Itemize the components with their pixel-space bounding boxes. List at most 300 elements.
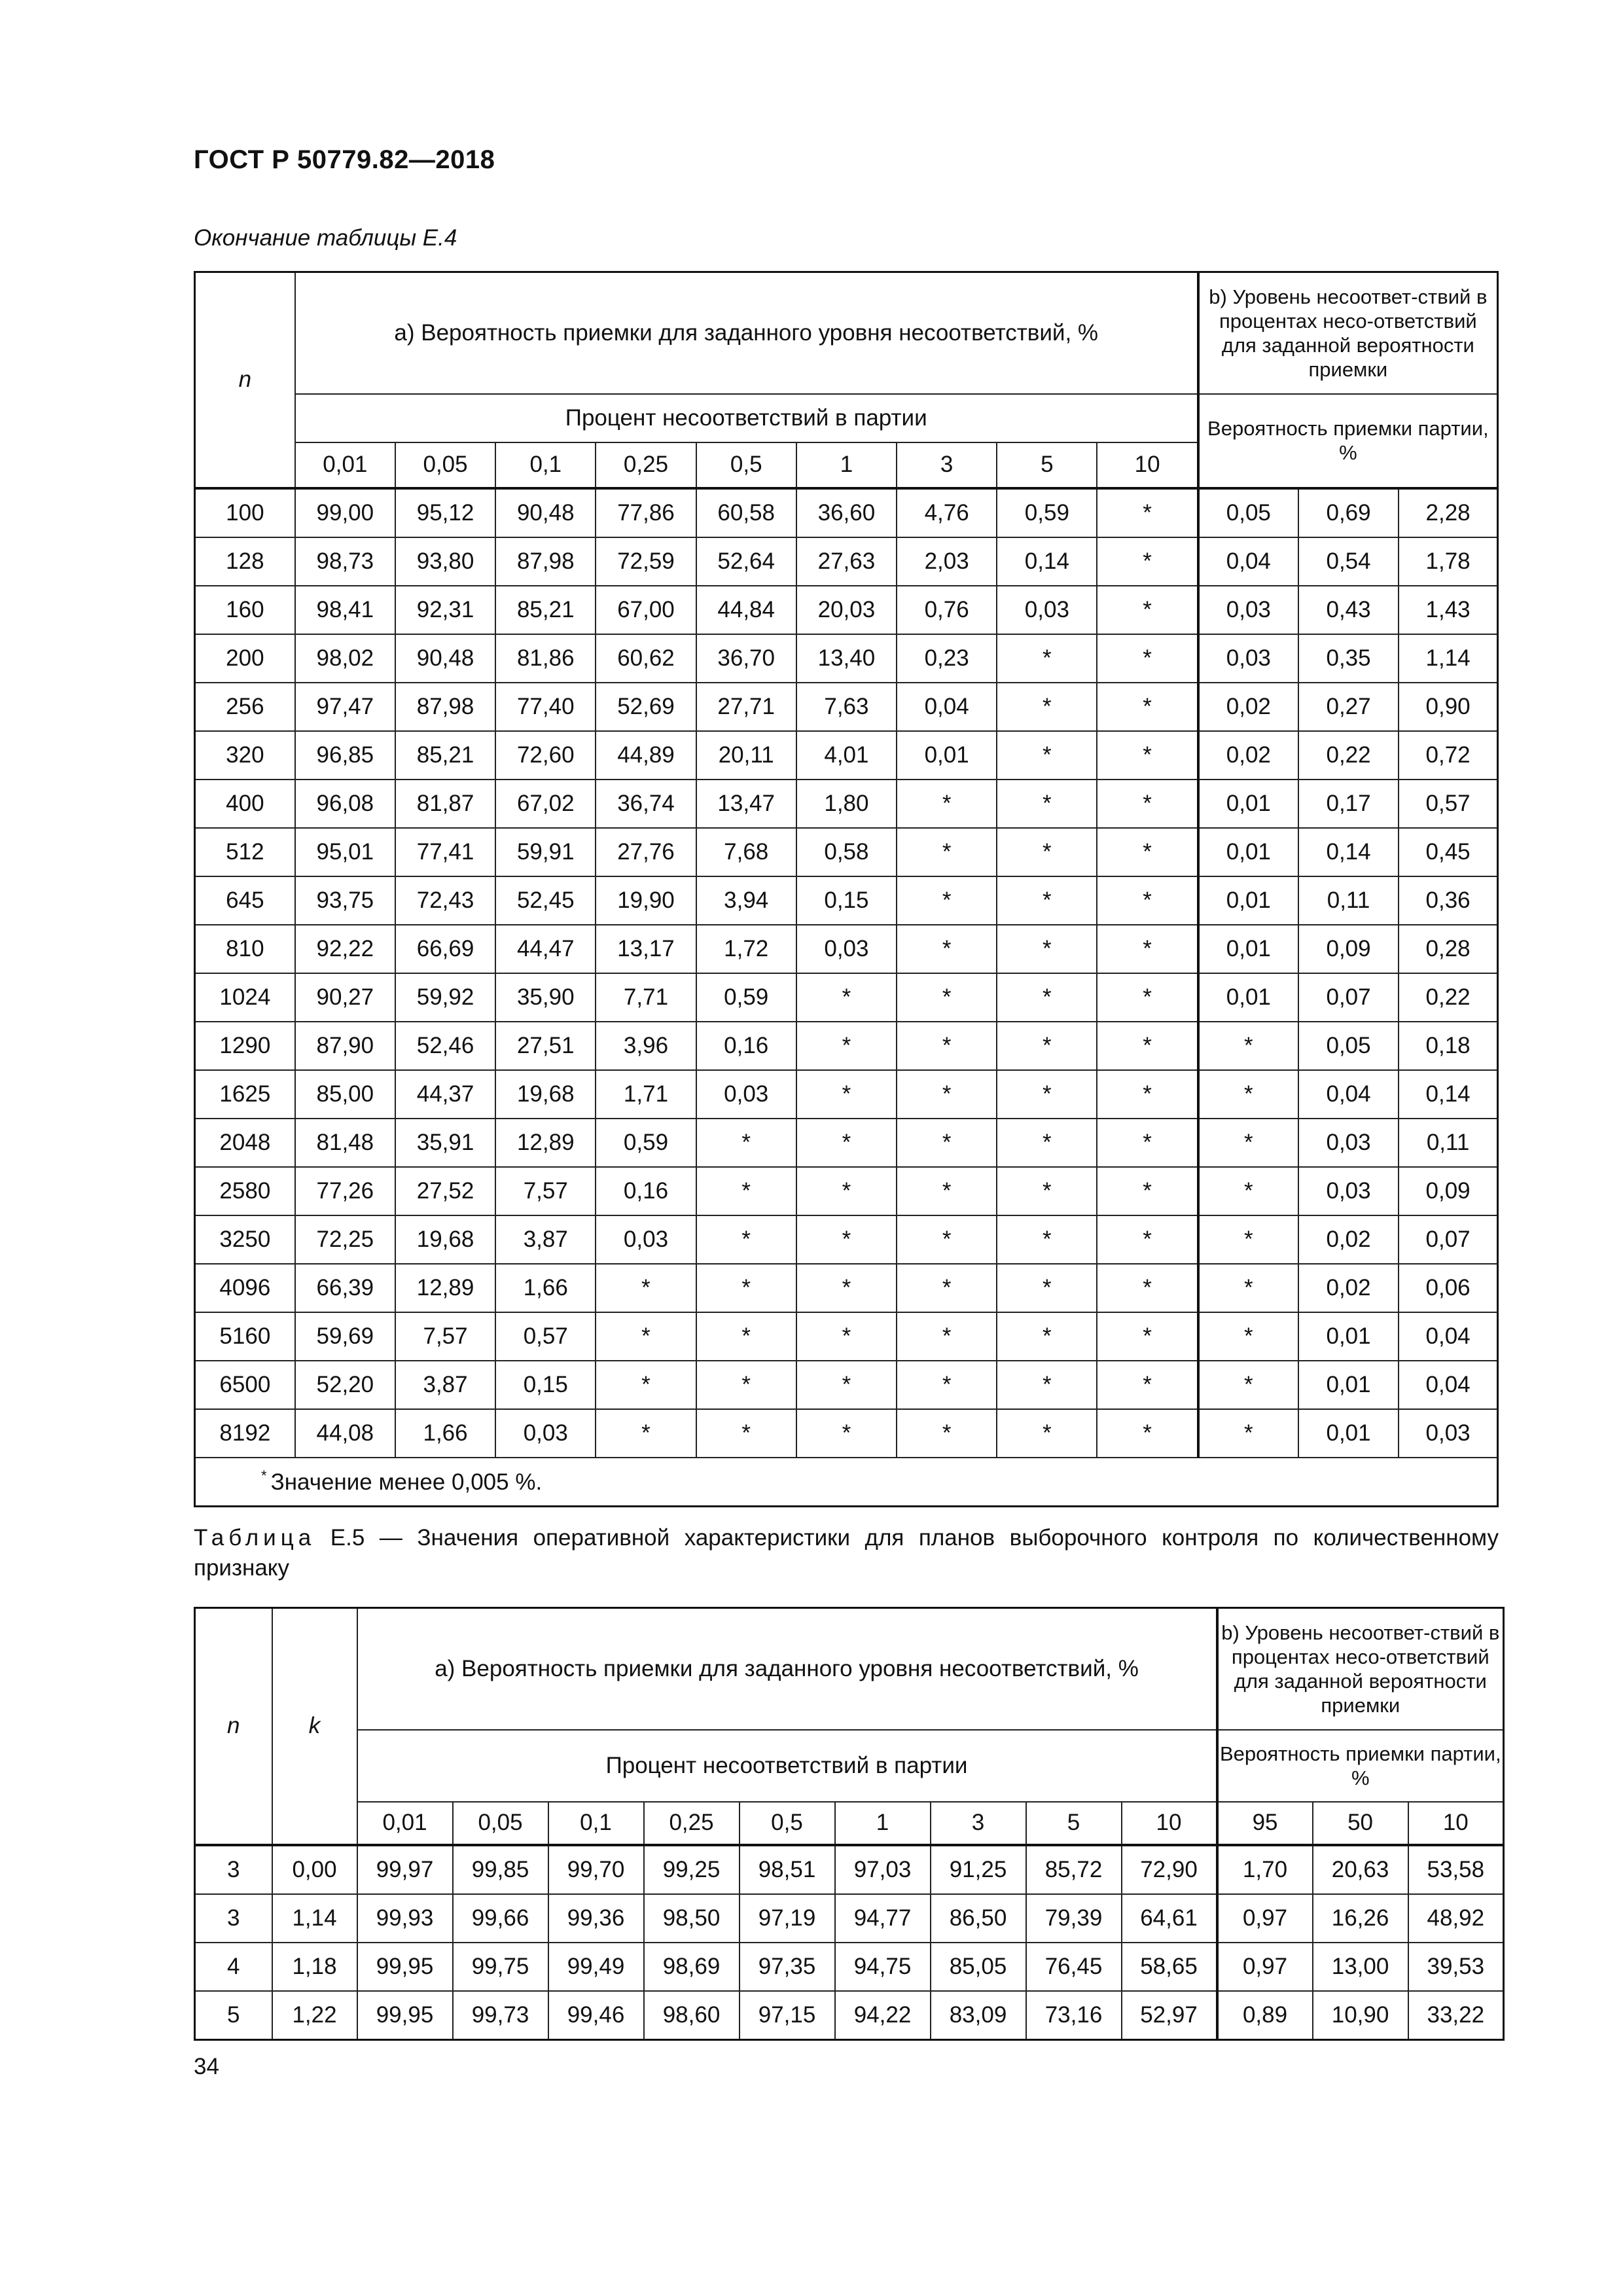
- table-cell: 90,48: [495, 488, 596, 537]
- table-cell: *: [1198, 1264, 1298, 1312]
- table-cell: 66,69: [395, 925, 495, 973]
- table-cell: 0,57: [1399, 780, 1497, 828]
- level-header: 3: [931, 1802, 1026, 1845]
- row-n-cell: 2048: [195, 1119, 295, 1167]
- table-cell: 7,63: [796, 683, 897, 731]
- table-cell: 77,26: [295, 1167, 395, 1215]
- table-cell: 44,47: [495, 925, 596, 973]
- table-cell: 0,04: [1399, 1312, 1497, 1361]
- table-cell: 98,69: [644, 1943, 740, 1991]
- table-cell: 2,28: [1399, 488, 1497, 537]
- row-n-cell: 3: [195, 1894, 272, 1943]
- table-row: [195, 780, 1498, 828]
- table-cell: *: [997, 1119, 1097, 1167]
- table-cell: 1,71: [596, 1070, 696, 1119]
- table-cell: 99,75: [453, 1943, 548, 1991]
- table-row: [195, 1845, 1504, 1894]
- table-cell: 98,41: [295, 586, 395, 634]
- table-cell: *: [997, 1409, 1097, 1458]
- table-cell: 7,57: [395, 1312, 495, 1361]
- table-cell: 64,61: [1122, 1894, 1217, 1943]
- table-row: [195, 1894, 1504, 1943]
- table-cell: *: [796, 1022, 897, 1070]
- table-cell: 0,14: [1298, 828, 1399, 876]
- table-cell: 16,26: [1313, 1894, 1408, 1943]
- row-n-cell: 8192: [195, 1409, 295, 1458]
- table-cell: *: [796, 1264, 897, 1312]
- level-header: 3: [897, 442, 997, 488]
- table-cell: *: [997, 1215, 1097, 1264]
- table-cell: 96,08: [295, 780, 395, 828]
- table-cell: 94,77: [835, 1894, 931, 1943]
- table-cell: 99,49: [548, 1943, 644, 1991]
- table-cell: 44,89: [596, 731, 696, 780]
- table-cell: 20,03: [796, 586, 897, 634]
- table-cell: 35,91: [395, 1119, 495, 1167]
- probability-level-header: 95: [1217, 1802, 1313, 1845]
- table-cell: 0,04: [897, 683, 997, 731]
- subheader-percent-in-lot: Процент несоответствий в партии: [295, 394, 1198, 442]
- table-cell: 52,45: [495, 876, 596, 925]
- table-cell: 0,09: [1399, 1167, 1497, 1215]
- table-cell: *: [796, 1119, 897, 1167]
- table-cell: 99,00: [295, 488, 395, 537]
- table-cell: 52,97: [1122, 1991, 1217, 2040]
- table-cell: 1,14: [1399, 634, 1497, 683]
- table-row: [195, 1022, 1498, 1070]
- table-cell: 0,76: [897, 586, 997, 634]
- table-cell: 20,11: [696, 731, 796, 780]
- table-cell: 48,92: [1408, 1894, 1504, 1943]
- table-cell: 3,94: [696, 876, 796, 925]
- table-cell: 0,22: [1298, 731, 1399, 780]
- table-cell: *: [1097, 973, 1198, 1022]
- group-header-acceptance-probability: а) Вероятность приемки для заданного уровня несоответствий, %: [357, 1608, 1217, 1730]
- table-cell: 0,03: [696, 1070, 796, 1119]
- table-cell: 87,90: [295, 1022, 395, 1070]
- table-cell: 0,14: [1399, 1070, 1497, 1119]
- group-header-nonconformity-level: b) Уровень несоответ-ствий в процентах несо-ответствий для заданной вероятности приемки: [1217, 1608, 1504, 1730]
- table-e5-caption-label: Таблица: [194, 1525, 316, 1551]
- table-cell: 1,78: [1399, 537, 1497, 586]
- table-cell: 0,01: [1198, 925, 1298, 973]
- table-cell: 0,14: [997, 537, 1097, 586]
- row-n-cell: 160: [195, 586, 295, 634]
- table-cell: 0,57: [495, 1312, 596, 1361]
- table-cell: 0,03: [796, 925, 897, 973]
- table-cell: 0,11: [1399, 1119, 1497, 1167]
- table-cell: 87,98: [395, 683, 495, 731]
- row-n-cell: 200: [195, 634, 295, 683]
- level-header: 0,01: [295, 442, 395, 488]
- table-cell: 85,21: [395, 731, 495, 780]
- table-cell: 0,59: [696, 973, 796, 1022]
- table-cell: *: [997, 1361, 1097, 1409]
- column-header-k: k: [272, 1608, 357, 1845]
- table-cell: 99,97: [357, 1845, 453, 1894]
- table-cell: 97,47: [295, 683, 395, 731]
- table-cell: 0,69: [1298, 488, 1399, 537]
- row-k-cell: 1,22: [272, 1991, 357, 2040]
- table-cell: 72,43: [395, 876, 495, 925]
- table-row: [195, 488, 1498, 537]
- table-cell: *: [997, 973, 1097, 1022]
- footnote-text: Значение менее 0,005 %.: [270, 1469, 543, 1495]
- table-cell: 0,03: [1298, 1167, 1399, 1215]
- table-row: [195, 828, 1498, 876]
- table-e5: [194, 1607, 1505, 2041]
- table-cell: *: [1198, 1022, 1298, 1070]
- table-cell: *: [997, 731, 1097, 780]
- table-cell: 97,35: [740, 1943, 835, 1991]
- table-cell: 58,65: [1122, 1943, 1217, 1991]
- table-cell: *: [897, 1070, 997, 1119]
- table-cell: 99,46: [548, 1991, 644, 2040]
- table-cell: *: [997, 1167, 1097, 1215]
- table-cell: *: [897, 780, 997, 828]
- row-n-cell: 256: [195, 683, 295, 731]
- table-cell: 96,85: [295, 731, 395, 780]
- table-cell: *: [1097, 1022, 1198, 1070]
- table-cell: 0,04: [1198, 537, 1298, 586]
- table-cell: *: [897, 1361, 997, 1409]
- group-header-acceptance-probability: а) Вероятность приемки для заданного уровня несоответствий, %: [295, 272, 1198, 394]
- table-cell: 90,48: [395, 634, 495, 683]
- table-cell: *: [897, 1409, 997, 1458]
- table-cell: *: [1198, 1215, 1298, 1264]
- table-cell: 0,59: [596, 1119, 696, 1167]
- table-cell: *: [1097, 1264, 1198, 1312]
- footnote-mark: *: [261, 1467, 267, 1484]
- table-cell: 0,04: [1298, 1070, 1399, 1119]
- table-cell: 85,05: [931, 1943, 1026, 1991]
- table-cell: *: [696, 1312, 796, 1361]
- table-cell: *: [1198, 1361, 1298, 1409]
- table-cell: 67,00: [596, 586, 696, 634]
- table-cell: 90,27: [295, 973, 395, 1022]
- table-cell: *: [1198, 1312, 1298, 1361]
- table-cell: 99,85: [453, 1845, 548, 1894]
- table-cell: 0,58: [796, 828, 897, 876]
- table-cell: *: [897, 1215, 997, 1264]
- table-cell: 72,90: [1122, 1845, 1217, 1894]
- table-cell: 0,27: [1298, 683, 1399, 731]
- table-cell: 77,41: [395, 828, 495, 876]
- table-cell: *: [997, 683, 1097, 731]
- row-n-cell: 400: [195, 780, 295, 828]
- table-cell: *: [997, 780, 1097, 828]
- table-cell: 99,93: [357, 1894, 453, 1943]
- table-cell: 52,20: [295, 1361, 395, 1409]
- table-cell: 0,89: [1217, 1991, 1313, 2040]
- table-cell: 85,21: [495, 586, 596, 634]
- row-k-cell: 0,00: [272, 1845, 357, 1894]
- table-cell: 86,50: [931, 1894, 1026, 1943]
- table-cell: 10,90: [1313, 1991, 1408, 2040]
- table-cell: 0,03: [596, 1215, 696, 1264]
- table-cell: 97,03: [835, 1845, 931, 1894]
- table-cell: 95,01: [295, 828, 395, 876]
- table-row: [195, 1312, 1498, 1361]
- table-cell: *: [1097, 925, 1198, 973]
- table-cell: 3,87: [495, 1215, 596, 1264]
- table-cell: *: [796, 1070, 897, 1119]
- table-cell: 59,92: [395, 973, 495, 1022]
- table-cell: 0,01: [1198, 876, 1298, 925]
- table-cell: *: [1097, 780, 1198, 828]
- table-cell: 13,40: [796, 634, 897, 683]
- subheader-lot-acceptance-probability: Вероятность приемки партии, %: [1198, 394, 1498, 488]
- table-cell: 33,22: [1408, 1991, 1504, 2040]
- table-cell: *: [1198, 1070, 1298, 1119]
- table-cell: *: [1097, 1167, 1198, 1215]
- table-cell: *: [897, 1119, 997, 1167]
- table-cell: 0,03: [495, 1409, 596, 1458]
- table-cell: 0,01: [1198, 828, 1298, 876]
- table-cell: 20,63: [1313, 1845, 1408, 1894]
- table-cell: 0,01: [1298, 1361, 1399, 1409]
- level-header: 10: [1097, 442, 1198, 488]
- table-cell: 67,02: [495, 780, 596, 828]
- table-cell: *: [997, 1070, 1097, 1119]
- table-cell: 19,68: [495, 1070, 596, 1119]
- table-cell: 13,00: [1313, 1943, 1408, 1991]
- table-cell: 0,15: [495, 1361, 596, 1409]
- table-cell: 98,51: [740, 1845, 835, 1894]
- table-cell: 0,36: [1399, 876, 1497, 925]
- table-cell: 4,76: [897, 488, 997, 537]
- row-n-cell: 128: [195, 537, 295, 586]
- table-cell: 0,16: [596, 1167, 696, 1215]
- table-cell: *: [897, 925, 997, 973]
- table-cell: 0,11: [1298, 876, 1399, 925]
- table-cell: 0,72: [1399, 731, 1497, 780]
- table-cell: *: [696, 1119, 796, 1167]
- table-cell: 0,15: [796, 876, 897, 925]
- table-cell: 36,74: [596, 780, 696, 828]
- table-cell: 0,09: [1298, 925, 1399, 973]
- table-row: [195, 973, 1498, 1022]
- table-cell: 13,47: [696, 780, 796, 828]
- table-cell: 81,87: [395, 780, 495, 828]
- table-cell: *: [1097, 586, 1198, 634]
- table-cell: *: [1198, 1119, 1298, 1167]
- table-cell: *: [897, 876, 997, 925]
- table-cell: 0,59: [997, 488, 1097, 537]
- table-e4: [194, 271, 1499, 1507]
- table-cell: 4,01: [796, 731, 897, 780]
- table-cell: *: [696, 1361, 796, 1409]
- table-cell: *: [897, 973, 997, 1022]
- table-cell: 81,48: [295, 1119, 395, 1167]
- row-k-cell: 1,18: [272, 1943, 357, 1991]
- row-n-cell: 100: [195, 488, 295, 537]
- table-cell: 94,22: [835, 1991, 931, 2040]
- table-cell: 0,54: [1298, 537, 1399, 586]
- level-header: 0,1: [495, 442, 596, 488]
- table-cell: 94,75: [835, 1943, 931, 1991]
- table-cell: 27,63: [796, 537, 897, 586]
- table-cell: 92,31: [395, 586, 495, 634]
- table-cell: 59,69: [295, 1312, 395, 1361]
- table-cell: 52,46: [395, 1022, 495, 1070]
- table-cell: *: [897, 828, 997, 876]
- table-cell: 12,89: [495, 1119, 596, 1167]
- table-cell: 81,86: [495, 634, 596, 683]
- table-cell: 0,03: [997, 586, 1097, 634]
- table-cell: 1,66: [495, 1264, 596, 1312]
- table-cell: 44,37: [395, 1070, 495, 1119]
- table-cell: 0,07: [1298, 973, 1399, 1022]
- table-cell: *: [796, 1215, 897, 1264]
- row-n-cell: 4096: [195, 1264, 295, 1312]
- table-row: [195, 731, 1498, 780]
- table-row: [195, 1409, 1498, 1458]
- subheader-percent-in-lot: Процент несоответствий в партии: [357, 1730, 1217, 1802]
- table-cell: 97,15: [740, 1991, 835, 2040]
- table-cell: 27,52: [395, 1167, 495, 1215]
- table-cell: 72,59: [596, 537, 696, 586]
- row-n-cell: 1625: [195, 1070, 295, 1119]
- table-cell: *: [1097, 1361, 1198, 1409]
- table-cell: *: [1097, 634, 1198, 683]
- table-cell: *: [596, 1361, 696, 1409]
- table-cell: 19,90: [596, 876, 696, 925]
- table-cell: 1,72: [696, 925, 796, 973]
- table-cell: *: [1097, 828, 1198, 876]
- row-n-cell: 5: [195, 1991, 272, 2040]
- table-cell: 52,69: [596, 683, 696, 731]
- table-row: [195, 634, 1498, 683]
- table-cell: 91,25: [931, 1845, 1026, 1894]
- table-cell: 1,80: [796, 780, 897, 828]
- row-n-cell: 1290: [195, 1022, 295, 1070]
- table-cell: 39,53: [1408, 1943, 1504, 1991]
- table-cell: 87,98: [495, 537, 596, 586]
- level-header: 0,25: [644, 1802, 740, 1845]
- table-cell: 0,90: [1399, 683, 1497, 731]
- table-cell: *: [897, 1264, 997, 1312]
- table-cell: 36,70: [696, 634, 796, 683]
- table-cell: *: [1097, 488, 1198, 537]
- table-cell: 0,02: [1198, 683, 1298, 731]
- table-cell: 36,60: [796, 488, 897, 537]
- level-header: 0,25: [596, 442, 696, 488]
- table-row: [195, 1215, 1498, 1264]
- table-cell: 0,23: [897, 634, 997, 683]
- table-cell: 99,73: [453, 1991, 548, 2040]
- table-cell: 44,08: [295, 1409, 395, 1458]
- probability-level-header: 10: [1408, 1802, 1504, 1845]
- table-row: [195, 586, 1498, 634]
- table-cell: *: [997, 1264, 1097, 1312]
- table-cell: 99,25: [644, 1845, 740, 1894]
- level-header: 0,01: [357, 1802, 453, 1845]
- row-n-cell: 3250: [195, 1215, 295, 1264]
- table-cell: 35,90: [495, 973, 596, 1022]
- table-cell: 99,70: [548, 1845, 644, 1894]
- table-cell: *: [1097, 1409, 1198, 1458]
- table-cell: 0,28: [1399, 925, 1497, 973]
- row-n-cell: 1024: [195, 973, 295, 1022]
- table-cell: *: [897, 1167, 997, 1215]
- table-cell: 0,97: [1217, 1894, 1313, 1943]
- table-cell: 83,09: [931, 1991, 1026, 2040]
- table-cell: 27,51: [495, 1022, 596, 1070]
- table-cell: 66,39: [295, 1264, 395, 1312]
- table-cell: 99,95: [357, 1991, 453, 2040]
- table-cell: 85,00: [295, 1070, 395, 1119]
- table-cell: 7,71: [596, 973, 696, 1022]
- table-cell: 92,22: [295, 925, 395, 973]
- table-cell: *: [596, 1409, 696, 1458]
- level-header: 5: [997, 442, 1097, 488]
- table-cell: 0,03: [1198, 634, 1298, 683]
- table-cell: 60,58: [696, 488, 796, 537]
- table-row: [195, 1070, 1498, 1119]
- table-cell: 0,45: [1399, 828, 1497, 876]
- table-cell: *: [997, 1022, 1097, 1070]
- table-cell: 0,03: [1298, 1119, 1399, 1167]
- row-n-cell: 320: [195, 731, 295, 780]
- level-header: 10: [1122, 1802, 1217, 1845]
- table-cell: 2,03: [897, 537, 997, 586]
- table-cell: *: [1097, 1119, 1198, 1167]
- table-cell: 0,01: [1198, 973, 1298, 1022]
- table-cell: 27,71: [696, 683, 796, 731]
- table-cell: 77,40: [495, 683, 596, 731]
- table-cell: *: [1097, 1215, 1198, 1264]
- row-n-cell: 645: [195, 876, 295, 925]
- row-n-cell: 5160: [195, 1312, 295, 1361]
- table-cell: 0,17: [1298, 780, 1399, 828]
- table-cell: *: [796, 1409, 897, 1458]
- table-cell: *: [796, 973, 897, 1022]
- column-header-n: n: [195, 272, 295, 488]
- table-cell: 99,66: [453, 1894, 548, 1943]
- subheader-lot-acceptance-probability: Вероятность приемки партии, %: [1217, 1730, 1504, 1802]
- table-row: [195, 537, 1498, 586]
- table-cell: 95,12: [395, 488, 495, 537]
- table-cell: 7,57: [495, 1167, 596, 1215]
- table-cell: 98,60: [644, 1991, 740, 2040]
- table-cell: 73,16: [1026, 1991, 1122, 2040]
- table-cell: *: [1097, 1312, 1198, 1361]
- table-cell: *: [1097, 537, 1198, 586]
- table-cell: 3,96: [596, 1022, 696, 1070]
- table-cell: 0,03: [1399, 1409, 1497, 1458]
- level-header: 0,05: [395, 442, 495, 488]
- table-cell: 0,02: [1298, 1264, 1399, 1312]
- table-cell: *: [997, 876, 1097, 925]
- table-cell: 0,18: [1399, 1022, 1497, 1070]
- column-header-n: n: [195, 1608, 272, 1845]
- table-cell: 0,43: [1298, 586, 1399, 634]
- table-e5-caption-text: Е.5 — Значения оперативной характеристики для планов выборочного контроля по количественному признаку: [194, 1525, 1499, 1581]
- table-row: [195, 925, 1498, 973]
- table-cell: 0,01: [1198, 780, 1298, 828]
- table-cell: 1,43: [1399, 586, 1497, 634]
- table-cell: 0,16: [696, 1022, 796, 1070]
- table-cell: 93,80: [395, 537, 495, 586]
- table-cell: *: [1097, 731, 1198, 780]
- table-cell: 98,02: [295, 634, 395, 683]
- table-cell: 97,19: [740, 1894, 835, 1943]
- table-row: [195, 1943, 1504, 1991]
- table-cell: *: [997, 1312, 1097, 1361]
- level-header: 0,5: [696, 442, 796, 488]
- table-e4-caption: Окончание таблицы Е.4: [194, 225, 457, 251]
